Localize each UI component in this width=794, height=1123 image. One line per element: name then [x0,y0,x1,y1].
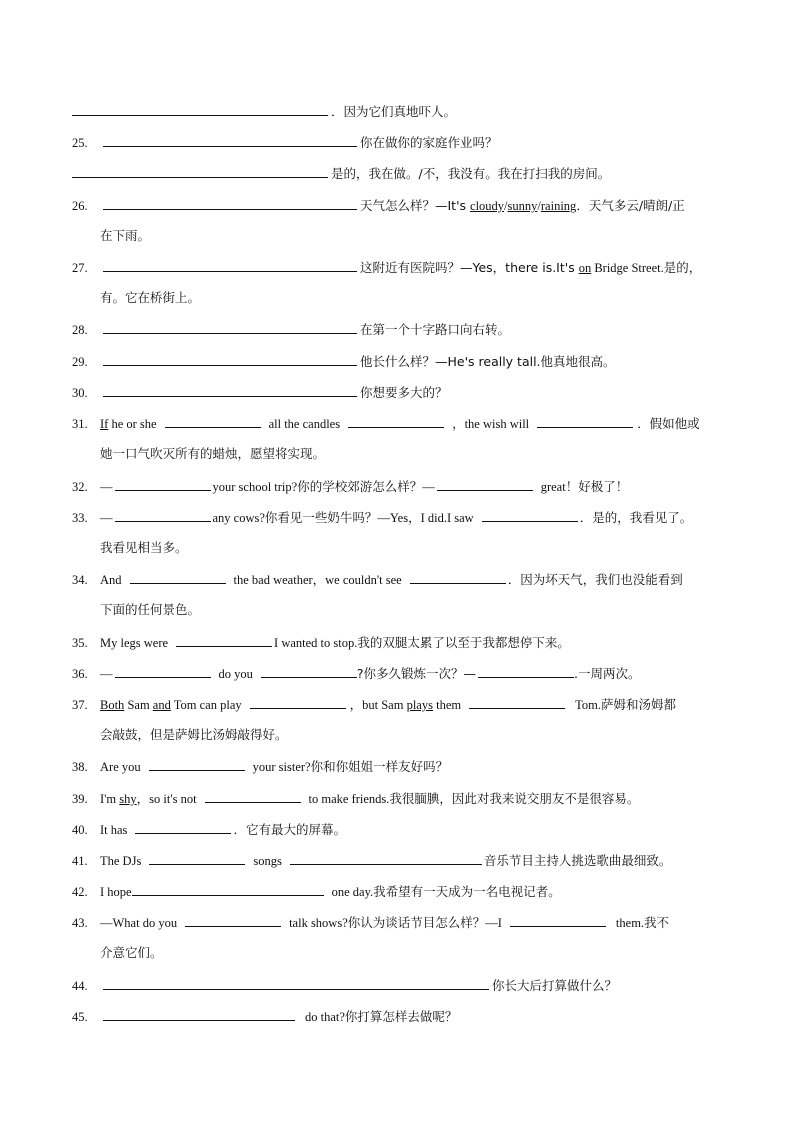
item-number: 34. [72,573,88,587]
text: all the candles [268,417,341,431]
text: I hope [100,885,132,899]
item-43-wrap: 介意它们。 [100,945,163,960]
item-35 [72,633,732,652]
item-number: 35. [72,636,88,650]
answer-blank[interactable] [261,664,357,678]
text: songs [253,854,282,868]
item-39 [72,789,732,808]
text: 音乐节目主持人挑选歌曲最细致。 [483,853,672,868]
text: ，so it's not [136,792,197,806]
text: the bad weather，we couldn't see [233,573,402,587]
item-number: 39. [72,792,88,806]
item-number: 43. [72,916,88,930]
answer-blank[interactable] [103,383,357,397]
answer-blank[interactable] [115,664,211,678]
item-28 [72,320,732,339]
item-26 [72,196,732,215]
item-36 [72,664,732,683]
item-37 [72,695,732,714]
text: .一周两次。 [574,666,641,681]
item-number: 40. [72,823,88,837]
text: cloudy [470,199,505,213]
answer-blank[interactable] [185,913,281,927]
answer-blank[interactable] [103,1007,295,1021]
text: ．是的，我看见了。 [579,510,693,525]
text: do that?你打算怎样去做呢？ [305,1010,458,1024]
text: / [504,199,508,213]
item-44 [72,976,732,995]
text: I wanted to stop.我的双腿太累了以至于我都想停下来。 [274,636,570,650]
text: — [100,480,113,494]
text: Are you [100,760,141,774]
answer-blank[interactable] [478,664,574,678]
text: he or she [108,417,157,431]
item-number: 45. [72,1010,88,1024]
prev-item-tail [72,102,732,121]
item-43 [72,913,732,932]
answer-blank[interactable] [176,633,272,647]
item-41 [72,851,732,870]
text: — [100,511,113,525]
text: 你想要多大的？ [360,385,448,400]
item-32 [72,477,732,496]
answer-blank[interactable] [510,913,606,927]
item-33 [72,508,732,527]
text: 他长什么样？—He's really tall.他真地很高。 [360,354,616,369]
answer-blank[interactable] [482,508,578,522]
answer-blank[interactable] [149,757,245,771]
text: any cows?你看见一些奶牛吗？—Yes，I did.I saw [212,511,474,525]
text: Tom.萨姆和汤姆都 [575,698,676,712]
answer-blank[interactable] [250,695,346,709]
item-number: 29. [72,355,88,369]
item-number: 25. [72,136,88,150]
text: ．因为坏天气，我们也没能看到 [507,572,683,587]
item-number: 31. [72,417,88,431]
text: and [152,698,171,712]
item-number: 30. [72,386,88,400]
item-number: 28. [72,323,88,337]
item-42 [72,882,732,901]
text: do you [218,667,253,681]
answer-blank[interactable] [135,820,231,834]
text: talk shows?你认为谈话节目怎么样？—I [289,916,502,930]
text: 你在做你的家庭作业吗？ [360,135,498,150]
answer-blank[interactable] [348,414,444,428]
text: ．天气多云/晴朗/正 [576,198,685,213]
text: My legs were [100,636,169,650]
answer-blank[interactable] [115,477,211,491]
item-number: 44. [72,979,88,993]
text: raining [540,199,577,213]
answer-blank[interactable] [72,102,328,116]
text: plays [406,698,433,712]
item-number: 41. [72,854,88,868]
text: ，the wish will [452,417,530,431]
text: them.我不 [615,916,670,930]
item-26-wrap: 在下雨。 [100,228,151,243]
text: on [578,261,592,275]
text: Both [100,698,125,712]
item-number: 36. [72,667,88,681]
item-38 [72,757,732,776]
item-25 [72,133,732,152]
text: Sam [124,698,153,712]
item-37-wrap: 会敲鼓，但是萨姆比汤姆敲得好。 [100,727,288,742]
text: ?你多久锻炼一次？— [356,666,477,681]
text: shy [119,792,137,806]
answer-blank[interactable] [103,196,357,210]
answer-blank[interactable] [72,164,328,178]
text: It has [100,823,128,837]
answer-blank[interactable] [130,570,226,584]
item-number: 26. [72,199,88,213]
answer-blank[interactable] [103,258,357,272]
answer-blank[interactable] [103,320,357,334]
item-34 [72,570,732,589]
text: — [100,667,113,681]
answer-blank[interactable] [103,976,489,990]
text: I'm [100,792,120,806]
text: ．假如他或 [637,416,700,431]
text: Bridge Street.是的， [591,261,702,275]
answer-blank[interactable] [149,851,245,865]
text: Tom can play [170,698,242,712]
answer-blank[interactable] [132,882,324,896]
text: your school trip?你的学校郊游怎么样？— [212,480,435,494]
text: your sister?你和你姐姐一样友好吗？ [252,760,449,774]
item-33-wrap: 我看见相当多。 [100,540,188,555]
item-31-wrap: 她一口气吹灭所有的蜡烛，愿望将实现。 [100,446,326,461]
item-number: 27. [72,261,88,275]
text: to make friends.我很腼腆，因此对我来说交朋友不是很容易。 [308,792,640,806]
item-34-wrap: 下面的任何景色。 [100,602,201,617]
answer-blank[interactable] [469,695,565,709]
text: great！好极了！ [540,480,629,494]
answer-blank[interactable] [410,570,506,584]
answer-blank[interactable] [290,851,482,865]
text: ．因为它们真地吓人。 [331,104,457,119]
item-29 [72,352,732,371]
item-27-wrap: 有。它在桥街上。 [100,290,201,305]
item-number: 38. [72,760,88,774]
text: / [537,199,541,213]
text: 天气怎么样？—It's [360,198,471,213]
answer-blank[interactable] [437,477,533,491]
item-30 [72,383,732,402]
text: ．它有最大的屏幕。 [233,822,346,837]
answer-blank[interactable] [103,352,357,366]
text: 你长大后打算做什么？ [492,978,618,993]
item-31 [72,414,732,433]
text: The DJs [100,854,142,868]
answer-blank[interactable] [165,414,261,428]
text: And [100,573,122,587]
answer-blank[interactable] [115,508,211,522]
text: 在第一个十字路口向右转。 [360,322,511,337]
item-27 [72,258,732,277]
answer-blank[interactable] [103,133,357,147]
item-40 [72,820,732,839]
answer-blank[interactable] [537,414,633,428]
text: them [432,698,462,712]
item-45 [72,1007,732,1026]
text: 是的，我在做。/不，我没有。我在打扫我的房间。 [331,166,611,181]
text: one day.我希望有一天成为一名电视记者。 [331,885,561,899]
text: ，but Sam [349,698,407,712]
item-number: 33. [72,511,88,525]
item-number: 37. [72,698,88,712]
text: 这附近有医院吗？—Yes，there is.It's [360,260,579,275]
item-number: 32. [72,480,88,494]
answer-blank[interactable] [205,789,301,803]
text: If [100,417,109,431]
item-25-answer [72,164,732,183]
text: —What do you [100,916,178,930]
text: sunny [507,199,538,213]
item-number: 42. [72,885,88,899]
